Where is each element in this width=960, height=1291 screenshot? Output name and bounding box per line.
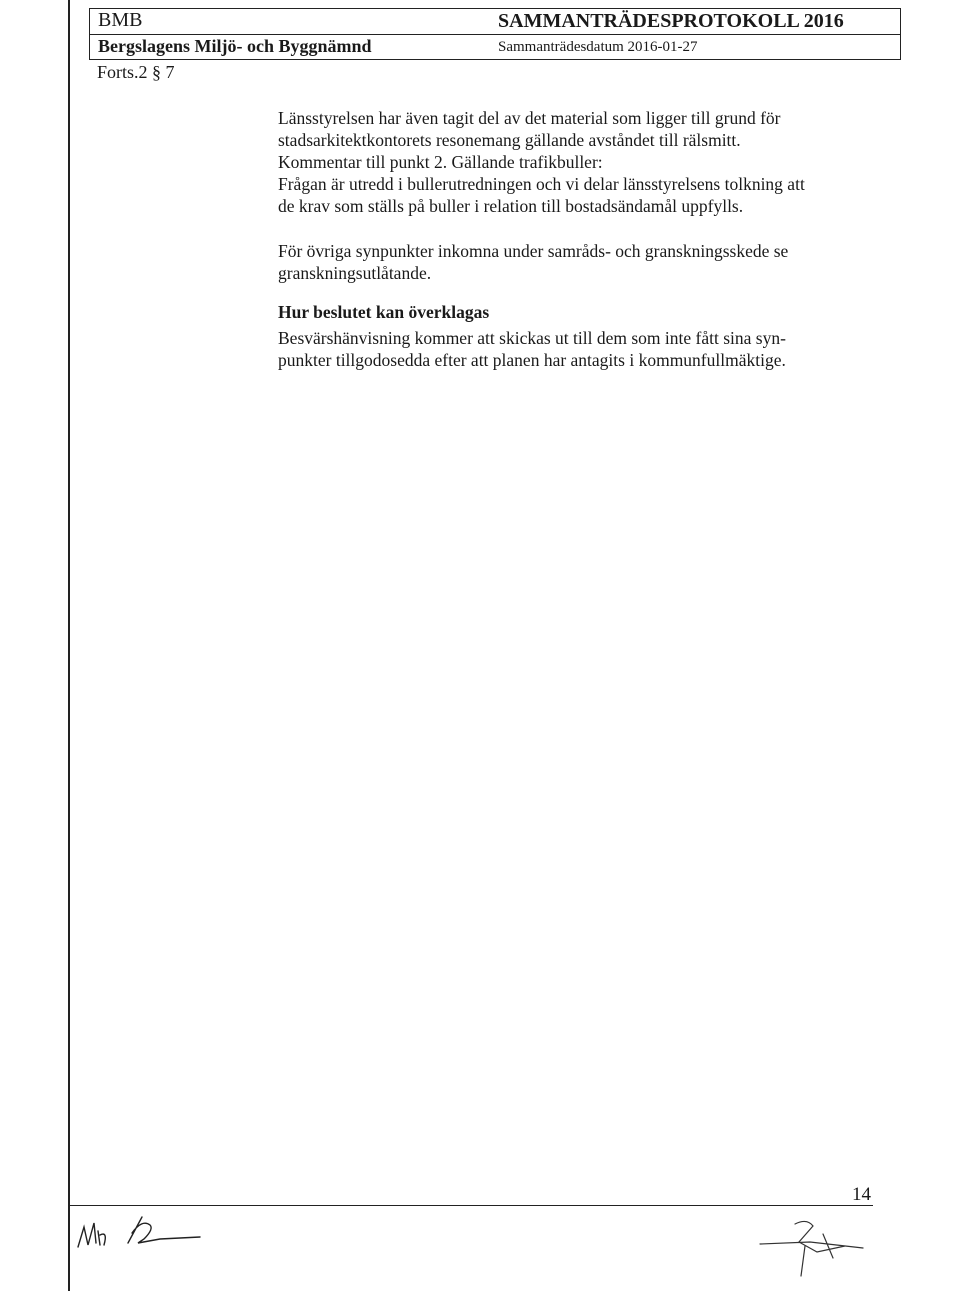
- paragraph-1: [278, 107, 878, 217]
- paragraph-line: Frågan är utredd i bullerutredningen och vi delar länsstyrelsens tolkning att: [278, 174, 805, 194]
- page-number: 14: [852, 1184, 871, 1205]
- paragraph-line: Besvärshänvisning kommer att skickas ut till dem som inte fått sina syn-: [278, 328, 786, 348]
- appeal-heading: Hur beslutet kan överklagas: [278, 302, 490, 322]
- paragraph-line: punkter tillgodosedda efter att planen har antagits i kommunfullmäktige.: [278, 350, 786, 370]
- page-header: [89, 8, 901, 60]
- paragraph-line: För övriga synpunkter inkomna under samråds- och granskningsskede se: [278, 241, 789, 261]
- paragraph-line: stadsarkitektkontorets resonemang gällande avståndet till rälsmitt.: [278, 130, 741, 150]
- header-divider: [90, 34, 900, 35]
- paragraph-line: Kommentar till punkt 2. Gällande trafikbuller:: [278, 152, 603, 172]
- left-margin-rule: [68, 0, 70, 1291]
- appeal-paragraph: [278, 327, 878, 371]
- paragraph-line: granskningsutlåtande.: [278, 263, 432, 283]
- header-meeting-date: Sammanträdesdatum 2016-01-27: [498, 39, 698, 55]
- initials-signature-left: [70, 1205, 220, 1255]
- paragraph-line: de krav som ställs på buller i relation till bostadsändamål uppfylls.: [278, 196, 744, 216]
- paragraph-2: [278, 240, 878, 284]
- initials-signature-right: [755, 1212, 875, 1282]
- header-title: SAMMANTRÄDESPROTOKOLL 2016: [498, 10, 844, 32]
- header-org: BMB: [98, 9, 143, 31]
- paragraph-line: Länsstyrelsen har även tagit del av det material som ligger till grund för: [278, 108, 781, 128]
- section-reference: Forts.2 § 7: [97, 62, 175, 82]
- header-committee: Bergslagens Miljö- och Byggnämnd: [98, 36, 372, 56]
